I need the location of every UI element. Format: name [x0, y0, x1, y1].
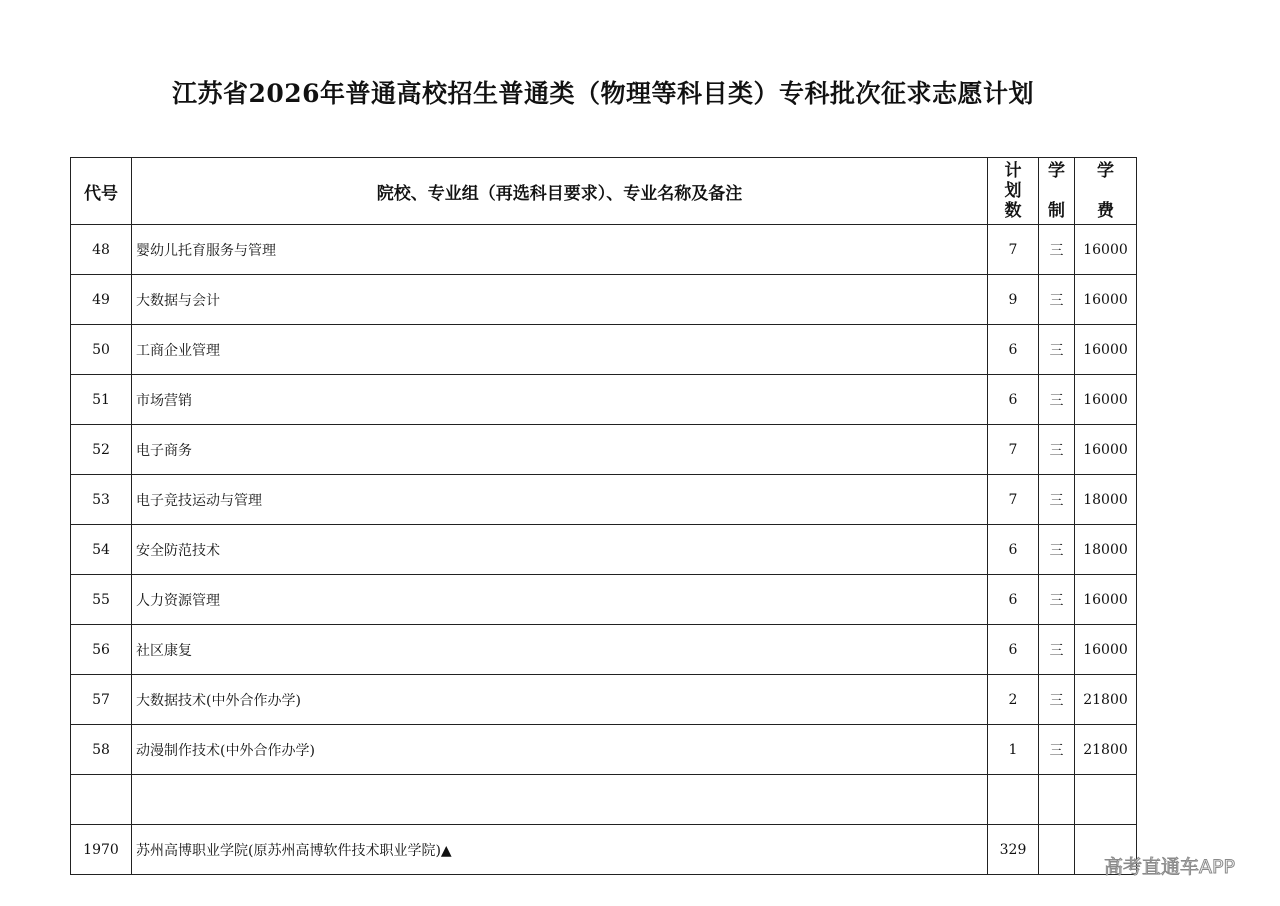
cell-school-system: 三 [1039, 575, 1075, 625]
cell-code: 1970 [71, 825, 132, 875]
table-row [71, 325, 1137, 375]
cell-name: 动漫制作技术(中外合作办学) [132, 725, 988, 775]
cell-tuition-fee: 16000 [1075, 625, 1137, 675]
header-code: 代号 [71, 158, 132, 225]
table-row [71, 475, 1137, 525]
table-row [71, 675, 1137, 725]
cell-tuition-fee: 16000 [1075, 425, 1137, 475]
cell-code: 56 [71, 625, 132, 675]
cell-tuition-fee [1075, 775, 1137, 825]
cell-name: 大数据与会计 [132, 275, 988, 325]
cell-plan-count: 329 [988, 825, 1039, 875]
cell-plan-count: 6 [988, 375, 1039, 425]
table-row [71, 525, 1137, 575]
cell-plan-count: 2 [988, 675, 1039, 725]
cell-plan-count: 9 [988, 275, 1039, 325]
header-plan-char: 计 [1004, 161, 1022, 181]
header-fee-char: 学 [1097, 161, 1114, 181]
cell-plan-count: 6 [988, 325, 1039, 375]
cell-school-system: 三 [1039, 375, 1075, 425]
table-row [71, 425, 1137, 475]
cell-tuition-fee: 16000 [1075, 375, 1137, 425]
header-plan-count [988, 158, 1039, 225]
table-row [71, 575, 1137, 625]
cell-code: 52 [71, 425, 132, 475]
cell-tuition-fee: 21800 [1075, 725, 1137, 775]
cell-school-system: 三 [1039, 625, 1075, 675]
cell-plan-count: 6 [988, 525, 1039, 575]
cell-tuition-fee: 18000 [1075, 475, 1137, 525]
cell-code: 48 [71, 225, 132, 275]
cell-name: 电子竞技运动与管理 [132, 475, 988, 525]
table-row [71, 725, 1137, 775]
cell-school-system: 三 [1039, 425, 1075, 475]
cell-name: 市场营销 [132, 375, 988, 425]
cell-tuition-fee: 21800 [1075, 675, 1137, 725]
cell-name: 苏州高博职业学院(原苏州高博软件技术职业学院)▲ [132, 825, 988, 875]
cell-code: 49 [71, 275, 132, 325]
cell-school-system: 三 [1039, 325, 1075, 375]
cell-name: 大数据技术(中外合作办学) [132, 675, 988, 725]
cell-school-system: 三 [1039, 225, 1075, 275]
cell-name [132, 775, 988, 825]
cell-code: 54 [71, 525, 132, 575]
cell-code: 57 [71, 675, 132, 725]
cell-plan-count [988, 775, 1039, 825]
cell-school-system: 三 [1039, 475, 1075, 525]
cell-plan-count: 6 [988, 625, 1039, 675]
header-school-system [1039, 158, 1075, 225]
cell-name: 社区康复 [132, 625, 988, 675]
cell-name: 安全防范技术 [132, 525, 988, 575]
cell-school-system: 三 [1039, 275, 1075, 325]
table-row [71, 625, 1137, 675]
watermark: 高考直通车APP [1104, 856, 1235, 878]
cell-code: 58 [71, 725, 132, 775]
table-header-row [71, 158, 1137, 225]
header-name: 院校、专业组（再选科目要求）、专业名称及备注 [132, 158, 988, 225]
table-row [71, 375, 1137, 425]
cell-code: 53 [71, 475, 132, 525]
cell-plan-count: 6 [988, 575, 1039, 625]
header-system-char: 学 [1048, 161, 1065, 181]
table-row [71, 825, 1137, 875]
cell-plan-count: 1 [988, 725, 1039, 775]
cell-plan-count: 7 [988, 225, 1039, 275]
cell-school-system [1039, 775, 1075, 825]
header-tuition-fee [1075, 158, 1137, 225]
table-row [71, 275, 1137, 325]
cell-name: 电子商务 [132, 425, 988, 475]
table-row [71, 225, 1137, 275]
cell-tuition-fee: 16000 [1075, 275, 1137, 325]
cell-code: 50 [71, 325, 132, 375]
cell-tuition-fee: 16000 [1075, 575, 1137, 625]
header-plan-char: 数 [1004, 201, 1022, 221]
cell-tuition-fee: 16000 [1075, 325, 1137, 375]
enrollment-plan-table [70, 157, 1137, 875]
header-plan-char: 划 [1004, 181, 1022, 201]
cell-school-system: 三 [1039, 725, 1075, 775]
cell-plan-count: 7 [988, 475, 1039, 525]
cell-plan-count: 7 [988, 425, 1039, 475]
header-fee-char: 费 [1097, 201, 1114, 221]
cell-code: 51 [71, 375, 132, 425]
cell-code [71, 775, 132, 825]
page-title: 江苏省2026年普通高校招生普通类（物理等科目类）专科批次征求志愿计划 [171, 79, 1035, 108]
header-system-char: 制 [1048, 201, 1065, 221]
cell-school-system [1039, 825, 1075, 875]
cell-school-system: 三 [1039, 525, 1075, 575]
cell-name: 婴幼儿托育服务与管理 [132, 225, 988, 275]
cell-code: 55 [71, 575, 132, 625]
cell-school-system: 三 [1039, 675, 1075, 725]
table-row [71, 775, 1137, 825]
cell-name: 工商企业管理 [132, 325, 988, 375]
cell-name: 人力资源管理 [132, 575, 988, 625]
cell-tuition-fee: 18000 [1075, 525, 1137, 575]
cell-tuition-fee: 16000 [1075, 225, 1137, 275]
